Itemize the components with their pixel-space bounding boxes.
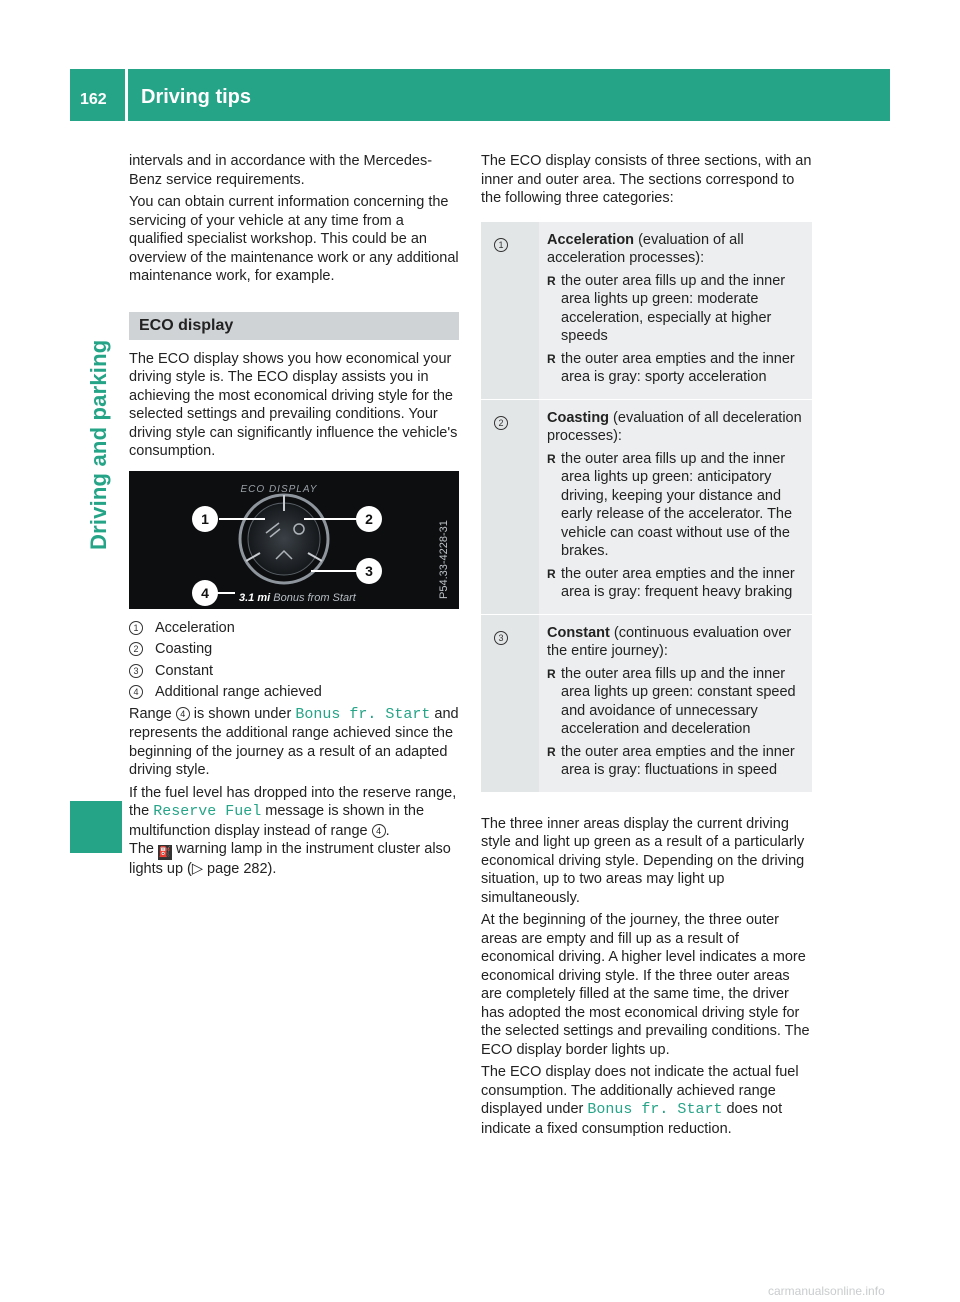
legend-number: 1	[129, 621, 143, 635]
range-paragraph: Range 4 is shown under Bonus fr. Start and represents the additional range achieved since the beginning of the journey as a result of an adapted driving style.	[129, 705, 459, 778]
readout-value: 3.1 mi	[239, 591, 271, 604]
category-row-constant	[481, 615, 812, 793]
category-row-coasting	[481, 400, 812, 615]
legend-number: 2	[129, 642, 143, 656]
categories-intro: The ECO display consists of three sections, with an inner and outer area. The sections correspond to the following three categories:	[481, 153, 812, 206]
header-separator	[125, 69, 128, 121]
list-item: R the outer area fills up and the inner area lights up green: anticipatory driving, keeping your distance and early release of the accelerator. The vehicle can coast without use of the brakes.	[547, 450, 793, 559]
list-item: R the outer area fills up and the inner area lights up green: moderate acceleration, especially at higher speeds	[547, 272, 786, 344]
legend-label: Constant	[155, 662, 214, 679]
legend-item	[129, 662, 459, 681]
right-column	[481, 152, 812, 1142]
section-title: ECO display	[129, 312, 459, 340]
page-ref-arrow-icon: ▷	[191, 861, 204, 877]
legend-label: Acceleration	[155, 619, 235, 636]
legend-label: Coasting	[155, 641, 213, 657]
list-item: R the outer area empties and the inner area is gray: fluctuations in speed	[547, 743, 795, 778]
callout-1-label: 1	[201, 510, 209, 527]
list-item: R the outer area fills up and the inner area lights up green: constant speed and avoidance of unnecessary acceleration and deceleration	[547, 665, 796, 737]
outer-areas-paragraph: At the beginning of the journey, the three outer areas are empty and fill up as a result of economical driving. A higher level indicates a more economical driving style. If the three outer areas are completely filled at the same time, the driver has adopted the most economical driving style for the selected settings and prevailing conditions. The ECO display border lights up.	[481, 912, 810, 1058]
inner-areas-paragraph: The three inner areas display the current driving style and light up green as a result of a particularly economical driving style. Depending on the driving situation, up to two areas may light up simultaneously.	[481, 815, 805, 906]
legend-number: 3	[129, 664, 143, 678]
category-desc: (continuous evaluation over the entire journey):	[547, 624, 792, 659]
legend-item	[129, 640, 459, 659]
category-number: 1	[494, 238, 508, 252]
category-name: Constant	[547, 624, 610, 641]
figure-code	[431, 477, 455, 603]
callout-3-label: 3	[365, 562, 373, 579]
legend-number: 4	[129, 685, 143, 699]
figure-legend	[129, 619, 459, 702]
categories-table	[481, 222, 812, 793]
category-desc: (evaluation of all deceleration processes):	[547, 409, 802, 444]
legend-item	[129, 619, 459, 638]
category-name: Acceleration	[547, 231, 635, 248]
page-number: 162	[80, 91, 107, 108]
consumption-paragraph: The ECO display does not indicate the actual fuel consumption. The additionally achieved range displayed under Bonus fr. Start does not indicate a fixed consumption reduction.	[481, 1064, 799, 1137]
callout-4	[192, 580, 218, 606]
readout-label: Bonus from Start	[273, 591, 356, 604]
legend-item	[129, 683, 459, 702]
callout-4-label: 4	[201, 584, 209, 601]
category-desc: (evaluation of all acceleration processes):	[547, 231, 744, 266]
list-item: R the outer area empties and the inner area is gray: sporty acceleration	[547, 350, 795, 385]
callout-2-label: 2	[365, 510, 373, 527]
range-ref: 4	[372, 824, 386, 838]
callout-3	[356, 558, 382, 584]
reserve-fuel-text: Reserve Fuel	[153, 803, 262, 820]
eco-intro-paragraph: The ECO display shows you how economical your driving style is. The ECO display assists you in achieving the most economical driving style for the selected settings and prevailing conditions. Your driving style can significantly influence the vehicle's consumption.	[129, 350, 458, 459]
chapter-tab-square	[70, 801, 122, 853]
intro-paragraph-1: intervals and in accordance with the Mercedes-Benz service requirements.	[129, 153, 433, 188]
bonus-display-text: Bonus fr. Start	[295, 705, 431, 723]
figure-code-text: P54.33-4228-31	[438, 519, 450, 599]
eco-screen-title: ECO DISPLAY	[240, 483, 318, 495]
range-ref: 4	[176, 707, 190, 721]
category-name: Coasting	[547, 409, 610, 426]
intro-paragraph-2: You can obtain current information concerning the servicing of your vehicle at any time from a qualified specialist workshop. This could be an overview of the maintenance work or any additional maintenance work, for example.	[129, 194, 459, 284]
watermark: carmanualsonline.info	[768, 1284, 885, 1298]
page-title: Driving tips	[141, 86, 252, 108]
range-readout	[239, 589, 356, 608]
bonus-display-text: Bonus fr. Start	[587, 1101, 723, 1118]
list-item: R the outer area empties and the inner area is gray: frequent heavy braking	[547, 565, 795, 600]
fuel-pump-icon: ⛽	[158, 847, 172, 858]
callout-1	[192, 506, 218, 532]
chapter-tab	[70, 418, 122, 834]
category-row-acceleration	[481, 222, 812, 400]
legend-label: Additional range achieved	[155, 684, 322, 700]
eco-display-figure	[129, 471, 459, 609]
category-number: 3	[494, 631, 508, 645]
category-number: 2	[494, 416, 508, 430]
page-header	[70, 69, 890, 121]
callout-2	[356, 506, 382, 532]
left-column	[129, 152, 459, 883]
fuel-paragraph: If the fuel level has dropped into the reserve range, the Reserve Fuel message is shown in the multifunction display instead of range 4 . The ⛽ warning lamp in the instrument cluster also lights up (▷ page 282).	[129, 784, 457, 877]
chapter-label-text: Driving and parking	[86, 339, 111, 550]
